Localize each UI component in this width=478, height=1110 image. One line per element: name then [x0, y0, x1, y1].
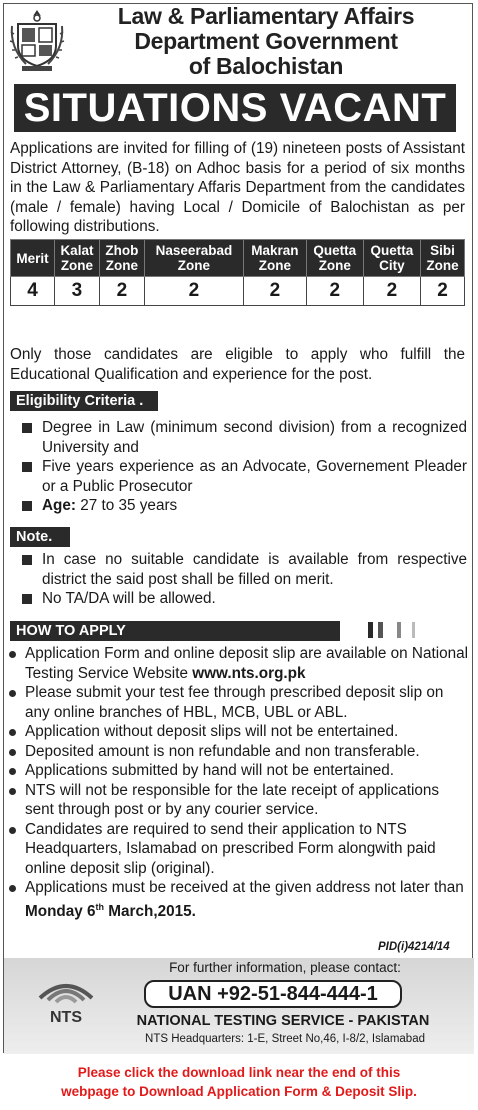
list-item: Application without deposit slips will not be entertained.	[8, 722, 470, 742]
list-item: No TA/DA will be allowed.	[22, 589, 467, 609]
table-cell: 2	[144, 277, 243, 306]
table-header-cell: Makran Zone	[244, 240, 307, 277]
square-bullet-icon	[22, 462, 32, 472]
table-header-cell: Quetta City	[363, 240, 420, 277]
download-note-line: Please click the download link near the end of this	[77, 1065, 401, 1080]
bullet-dot-icon	[9, 729, 16, 736]
note-list	[22, 550, 467, 609]
table-cell: 2	[420, 277, 464, 306]
square-bullet-icon	[22, 594, 32, 604]
nts-address: NTS Headquarters: 1-E, Street No,46, I-8/2, Islamabad	[145, 1033, 425, 1045]
title-line: Department Government	[134, 28, 398, 54]
eligibility-criteria-label: Eligibility Criteria .	[10, 391, 158, 411]
list-item: Deposited amount is non refundable and non transferable.	[8, 742, 470, 762]
table-cell: 4	[11, 277, 55, 306]
list-item: Five years experience as an Advocate, Governement Pleader or a Public Prosecutor	[22, 457, 467, 496]
uan-number: UAN +92-51-844-444-1	[144, 980, 402, 1008]
how-to-apply-list	[8, 644, 470, 921]
download-note-line: webpage to Download Application Form & Deposit Slip.	[61, 1084, 417, 1099]
nts-website-link[interactable]: www.nts.org.pk	[192, 664, 306, 682]
list-item: Application Form and online deposit slip are available on National Testing Service Website www.nts.org.pk	[8, 644, 470, 683]
list-item: Candidates are required to send their application to NTS Headquarters, Islamabad on prescribed Form alongwith paid online deposit slip (original).	[8, 820, 470, 879]
bullet-dot-icon	[9, 885, 16, 892]
bullet-dot-icon	[9, 788, 16, 795]
situations-vacant-banner: SITUATIONS VACANT	[14, 84, 456, 132]
age-value: 27 to 35 years	[80, 497, 178, 514]
table-header-row	[11, 240, 465, 277]
list-item: Degree in Law (minimum second division) from a recognized University and	[22, 418, 467, 457]
table-header-cell: Quetta Zone	[306, 240, 363, 277]
square-bullet-icon	[22, 555, 32, 565]
list-item: Applications must be received at the given address not later than Monday 6th March,2015.	[8, 878, 470, 921]
table-cell: 3	[54, 277, 99, 306]
table-cell: 2	[363, 277, 420, 306]
department-title	[70, 4, 462, 79]
publication-id: PID(i)4214/14	[378, 941, 450, 953]
bullet-dot-icon	[9, 651, 16, 658]
organization-name: NATIONAL TESTING SERVICE - PAKISTAN	[136, 1013, 430, 1029]
table-cell: 2	[244, 277, 307, 306]
table-header-cell: Sibi Zone	[420, 240, 464, 277]
bullet-dot-icon	[9, 768, 16, 775]
how-to-apply-label: HOW TO APPLY	[10, 621, 340, 641]
eligibility-list	[22, 418, 467, 516]
table-cell: 2	[306, 277, 363, 306]
table-row	[11, 277, 465, 306]
bullet-dot-icon	[9, 827, 16, 834]
table-header-cell: Merit	[11, 240, 55, 277]
nts-logo-icon	[34, 976, 98, 1028]
age-label: Age:	[42, 497, 76, 514]
note-label: Note.	[10, 527, 70, 547]
eligibility-intro: Only those candidates are eligible to apply who fulfill the Educational Qualification and experience for the post.	[10, 346, 465, 383]
list-item: Please submit your test fee through prescribed deposit slip on any online branches of HBL, MCB, UBL or ABL.	[8, 683, 470, 722]
table-header-cell: Kalat Zone	[54, 240, 99, 277]
list-item	[22, 496, 467, 516]
deadline-date: Monday 6th March,2015.	[25, 901, 196, 920]
list-item: In case no suitable candidate is available from respective district the said post shall be filled on merit.	[22, 550, 467, 589]
square-bullet-icon	[22, 423, 32, 433]
bullet-dot-icon	[9, 690, 16, 697]
table-cell: 2	[99, 277, 144, 306]
balochistan-emblem-icon	[8, 6, 66, 72]
title-line: of Balochistan	[188, 53, 344, 79]
contact-block	[100, 960, 470, 976]
table-header-cell: Zhob Zone	[99, 240, 144, 277]
list-item: NTS will not be responsible for the late receipt of applications sent through post or by any courier service.	[8, 781, 470, 820]
intro-paragraph: Applications are invited for filling of (19) nineteen posts of Assistant District Attorney, (B-18) on Adhoc basis for a period of six months in the Law & Parliamentary Affaris Department from the candidates (male / female) having Local / Domicile of Balochistan as per following distributions.	[10, 140, 465, 235]
list-item: Applications submitted by hand will not be entertained.	[8, 761, 470, 781]
title-line: Law & Parliamentary Affairs	[117, 3, 415, 29]
svg-text:NTS: NTS	[50, 1009, 82, 1026]
ad-header	[0, 0, 470, 84]
decorative-bars-icon	[350, 622, 460, 638]
contact-text: For further information, please contact:	[169, 960, 401, 975]
bullet-dot-icon	[9, 749, 16, 756]
zone-distribution-table	[10, 239, 465, 306]
table-header-cell: Naseerabad Zone	[144, 240, 243, 277]
square-bullet-icon	[22, 501, 32, 511]
